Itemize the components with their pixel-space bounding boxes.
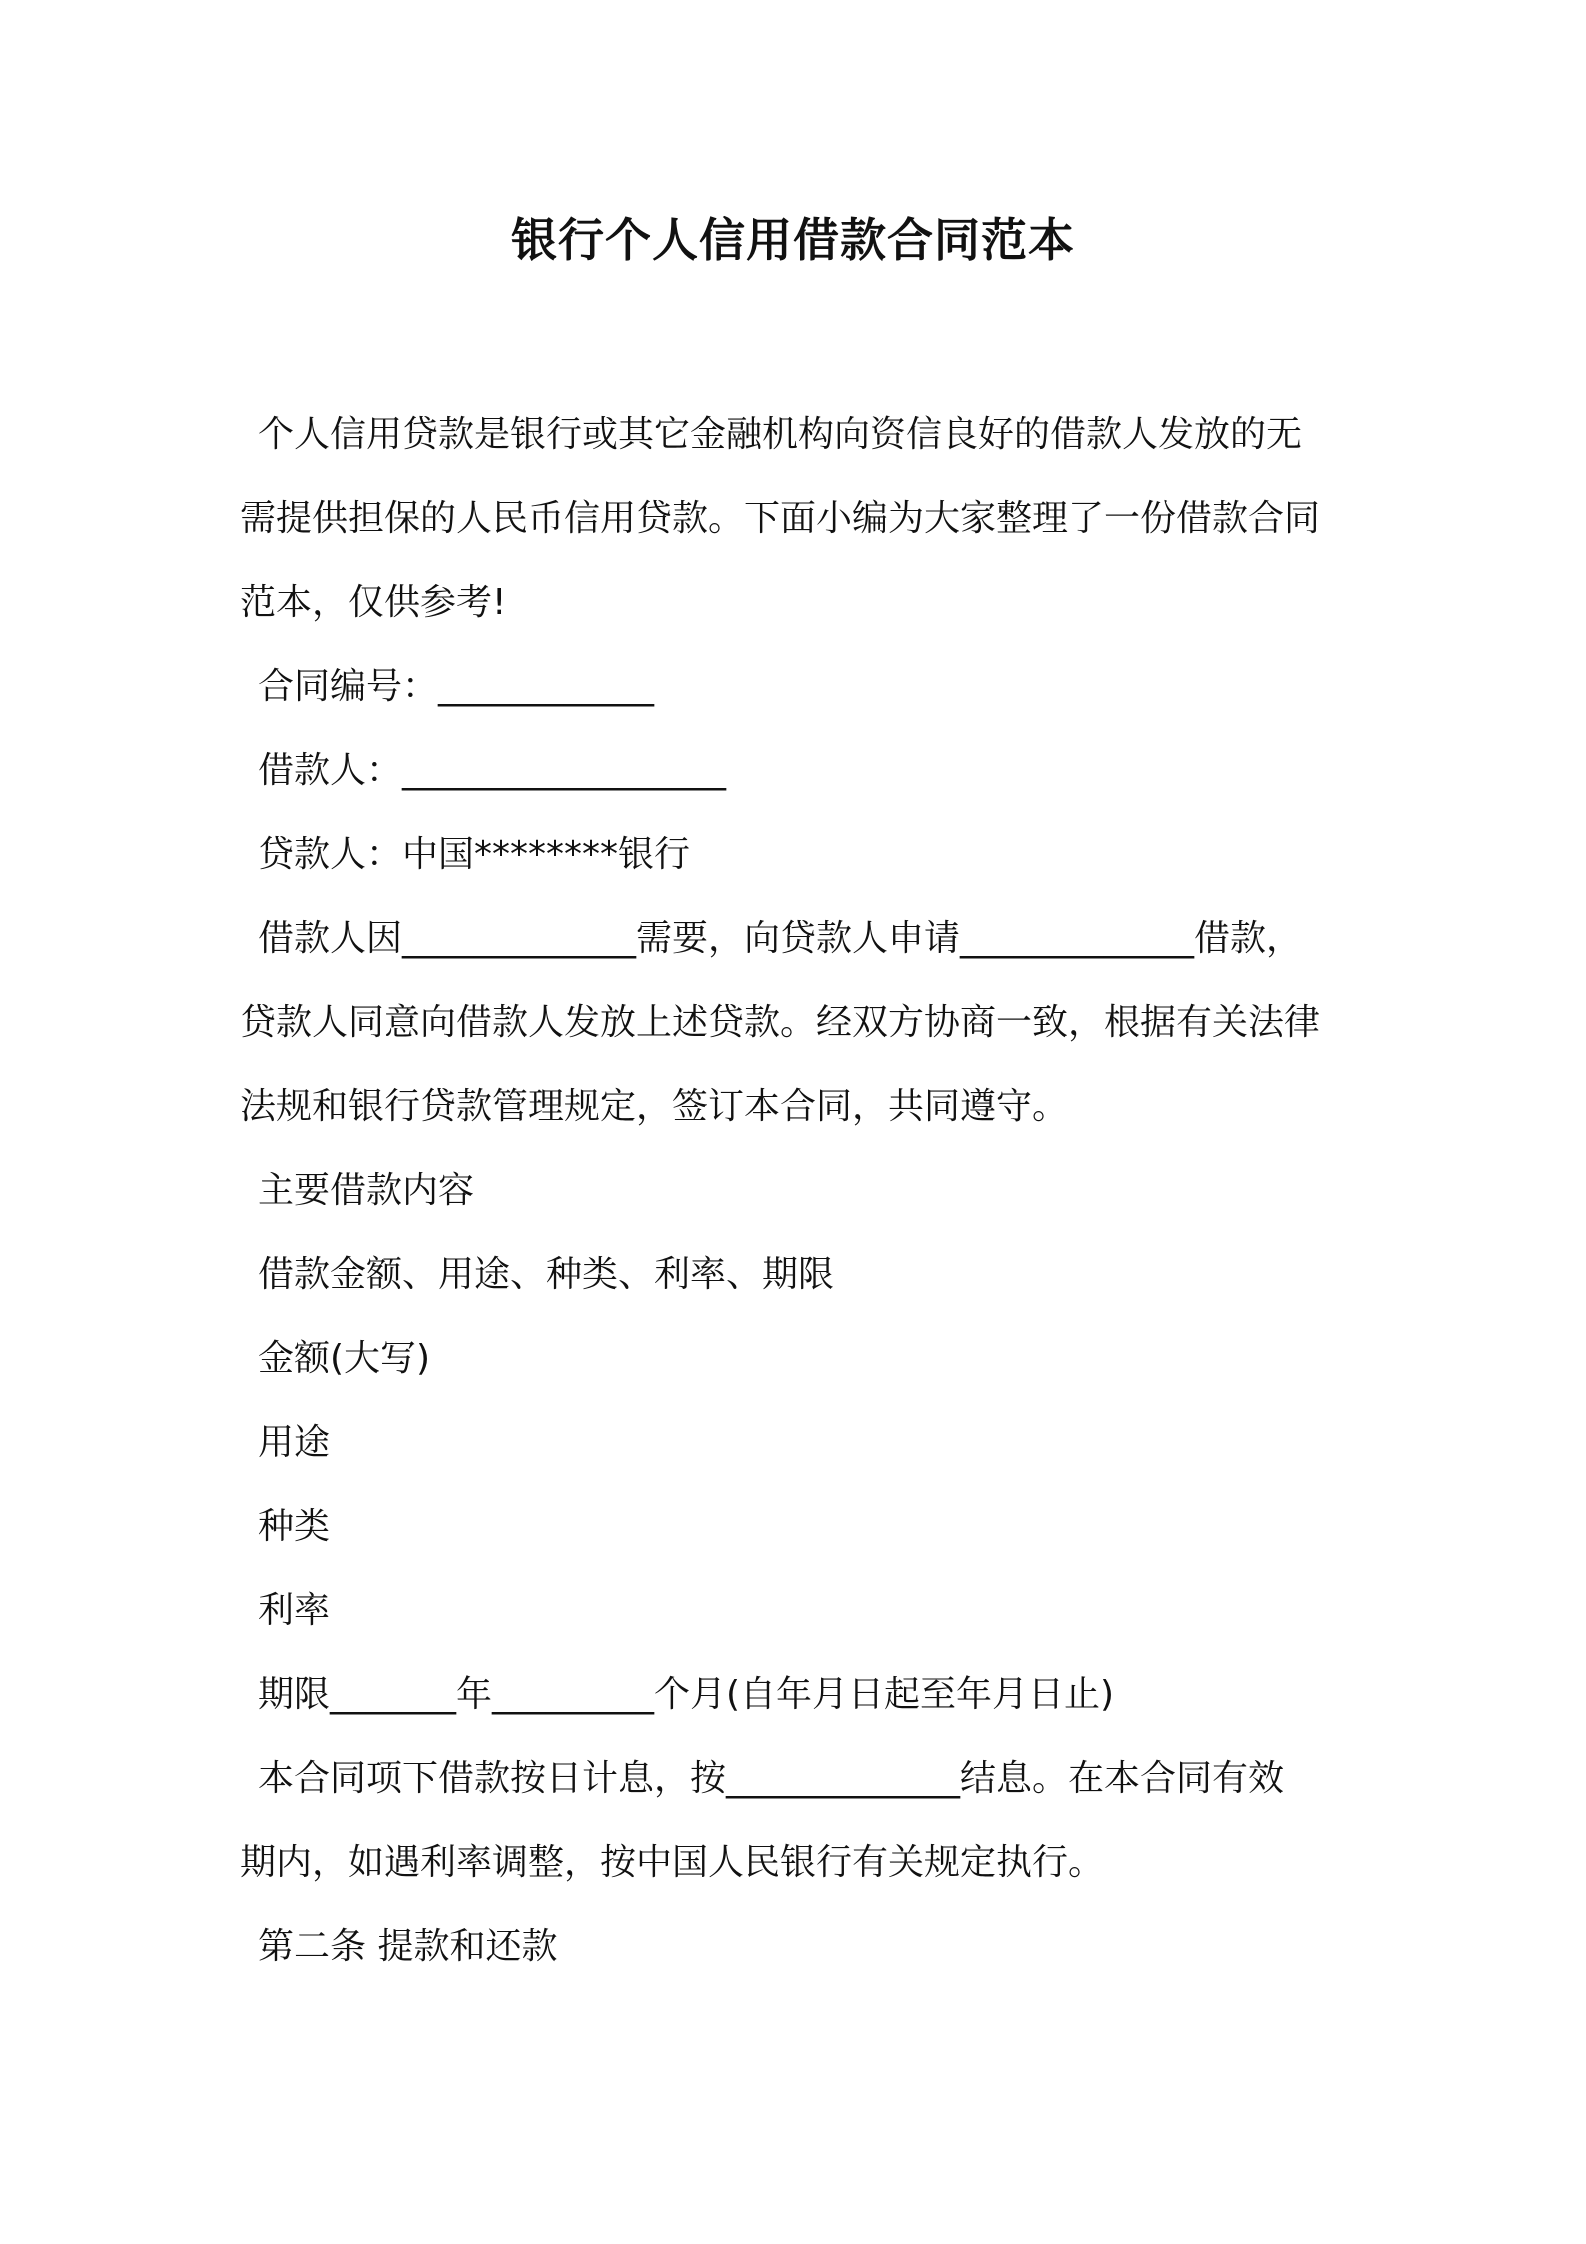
loan-items-line: 借款金额、用途、种类、利率、期限 [258, 1254, 835, 1295]
article-two-heading: 第二条 提款和还款 [258, 1926, 558, 1967]
amount-line: 金额(大写) [258, 1338, 431, 1379]
paragraph-purpose-line-2: 贷款人同意向借款人发放上述贷款。经双方协商一致，根据有关法律 [240, 1002, 1321, 1043]
term-line: 期限_______年_________个月(自年月日起至年月日止) [258, 1674, 1115, 1715]
borrower-line: 借款人：__________________ [258, 750, 727, 791]
paragraph-intro-line-1: 个人信用贷款是银行或其它金融机构向资信良好的借款人发放的无 [258, 414, 1303, 455]
paragraph-purpose-line-3: 法规和银行贷款管理规定，签订本合同，共同遵守。 [240, 1086, 1069, 1127]
type-line: 种类 [258, 1506, 331, 1547]
section-heading-main-content: 主要借款内容 [258, 1170, 475, 1211]
interest-rate-line: 利率 [258, 1590, 331, 1631]
usage-line: 用途 [258, 1422, 331, 1463]
lender-line: 贷款人：中国********银行 [258, 834, 691, 875]
contract-number-line: 合同编号：____________ [258, 666, 655, 707]
paragraph-interest-line-1: 本合同项下借款按日计息，按_____________结息。在本合同有效 [258, 1758, 1285, 1799]
paragraph-purpose-line-1: 借款人因_____________需要，向贷款人申请_____________借款， [258, 918, 1303, 959]
paragraph-interest-line-2: 期内，如遇利率调整，按中国人民银行有关规定执行。 [240, 1842, 1105, 1883]
paragraph-intro-line-2: 需提供担保的人民币信用贷款。下面小编为大家整理了一份借款合同 [240, 498, 1321, 539]
document-title: 银行个人信用借款合同范本 [511, 213, 1075, 267]
paragraph-intro-line-3: 范本，仅供参考! [240, 582, 507, 623]
